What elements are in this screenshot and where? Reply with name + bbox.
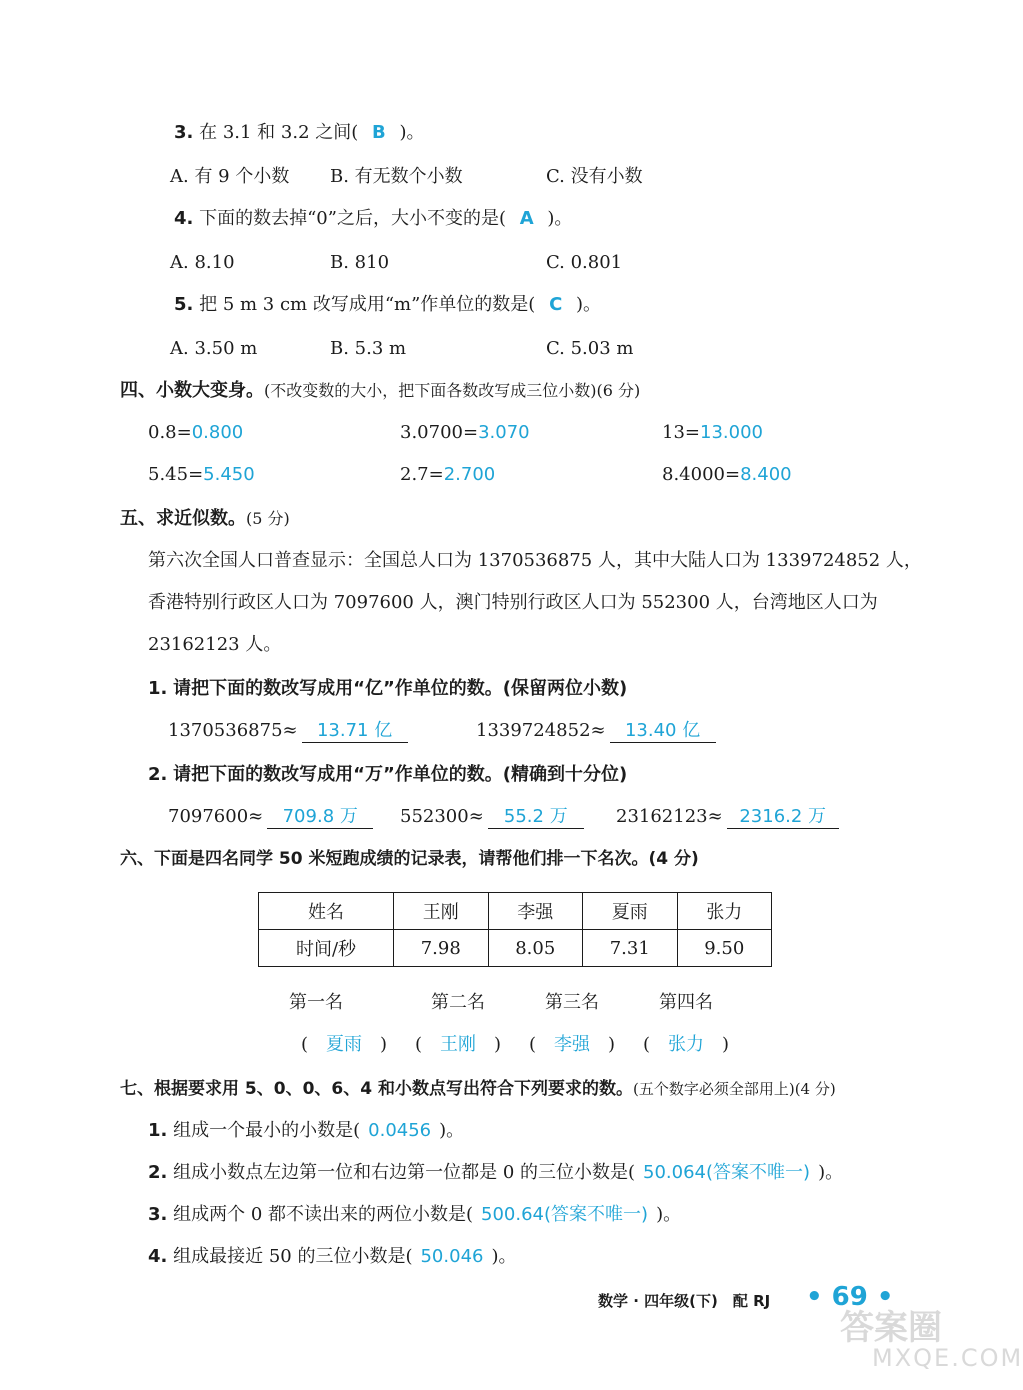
page-number: • 69 • xyxy=(806,1282,894,1312)
q5-option-b: B. 5.3 m xyxy=(330,338,407,359)
footer-label: 数学 · 四年级(下) 配 RJ xyxy=(598,1292,771,1310)
s4-item-2: 3.0700=3.070 xyxy=(400,422,530,443)
question-3: 3. 在 3.1 和 3.2 之间( B )。 xyxy=(174,122,425,143)
table-cell: 7.31 xyxy=(583,930,678,967)
q4-option-b: B. 810 xyxy=(330,252,390,273)
s4-item-3: 13=13.000 xyxy=(662,422,763,443)
s5-q1: 1. 请把下面的数改写成用“亿”作单位的数。(保留两位小数) xyxy=(148,678,628,699)
q4-option-c: C. 0.801 xyxy=(546,252,623,273)
q3-option-b: B. 有无数个小数 xyxy=(330,166,463,187)
s4-item-1: 0.8=0.800 xyxy=(148,422,244,443)
question-5: 5. 把 5 m 3 cm 改写成用“m”作单位的数是( C )。 xyxy=(174,294,602,315)
question-4-answer: A xyxy=(519,208,534,229)
s5-q2-item-1: 7097600≈ 709.8 万 xyxy=(168,804,373,830)
table-header-cell: 王刚 xyxy=(394,893,489,930)
q5-option-a: A. 3.50 m xyxy=(170,338,258,359)
question-5-text: 把 5 m 3 cm 改写成用“m”作单位的数是( xyxy=(199,294,536,315)
table-header-cell: 夏雨 xyxy=(583,893,678,930)
s4-item-6: 8.4000=8.400 xyxy=(662,464,792,485)
s4-item-5: 2.7=2.700 xyxy=(400,464,496,485)
table-cell: 7.98 xyxy=(394,930,489,967)
table-cell: 9.50 xyxy=(677,930,772,967)
table-row xyxy=(259,893,772,930)
rank-answer-1: ( 夏雨 ) xyxy=(300,1034,388,1055)
table-header-cell: 李强 xyxy=(488,893,583,930)
table-header-cell: 张力 xyxy=(677,893,772,930)
question-3-answer: B xyxy=(372,122,386,143)
rank-answer-2: ( 王刚 ) xyxy=(414,1034,502,1055)
rank-answer-3: ( 李强 ) xyxy=(528,1034,616,1055)
section-4-heading: 四、小数大变身。(不改变数的大小，把下面各数改写成三位小数)(6 分) xyxy=(120,380,641,401)
table-header-cell: 姓名 xyxy=(259,893,394,930)
s7-item-3: 3. 组成两个 0 都不读出来的两位小数是( 500.64(答案不唯一) )。 xyxy=(148,1204,682,1225)
s5-paragraph-line-2: 香港特别行政区人口为 7097600 人，澳门特别行政区人口为 552300 人，台湾地区人口为 xyxy=(148,592,878,613)
rank-label-2: 第二名 xyxy=(431,992,485,1013)
q3-option-a: A. 有 9 个小数 xyxy=(170,166,290,187)
s5-q2-item-3: 23162123≈ 2316.2 万 xyxy=(616,804,839,830)
q5-option-c: C. 5.03 m xyxy=(546,338,634,359)
watermark-logo: 答案圈 xyxy=(840,1308,942,1348)
s5-q2-item-2: 552300≈ 55.2 万 xyxy=(400,804,584,830)
s5-q1-item-2: 1339724852≈ 13.40 亿 xyxy=(476,718,716,744)
s7-item-4: 4. 组成最接近 50 的三位小数是( 50.046 )。 xyxy=(148,1246,517,1267)
s5-paragraph-line-1: 第六次全国人口普查显示：全国总人口为 1370536875 人，其中大陆人口为 1339724852 人， xyxy=(148,550,922,571)
question-5-answer: C xyxy=(549,294,563,315)
rank-label-4: 第四名 xyxy=(659,992,713,1013)
question-4-text: 下面的数去掉“0”之后，大小不变的是( xyxy=(199,208,506,229)
watermark-url: MXQE.COM xyxy=(872,1344,1023,1372)
s5-q2: 2. 请把下面的数改写成用“万”作单位的数。(精确到十分位) xyxy=(148,764,628,785)
question-3-text: 在 3.1 和 3.2 之间( xyxy=(199,122,359,143)
section-7-heading: 七、根据要求用 5、0、0、6、4 和小数点写出符合下列要求的数。(五个数字必须全部用上)(4 分) xyxy=(120,1079,836,1099)
q4-option-a: A. 8.10 xyxy=(170,252,235,273)
s5-paragraph-line-3: 23162123 人。 xyxy=(148,634,282,655)
rank-label-3: 第三名 xyxy=(545,992,599,1013)
record-table xyxy=(258,892,772,967)
s5-q1-item-1: 1370536875≈ 13.71 亿 xyxy=(168,718,408,744)
table-row xyxy=(259,930,772,967)
s7-item-1: 1. 组成一个最小的小数是( 0.0456 )。 xyxy=(148,1120,465,1141)
section-6-heading: 六、下面是四名同学 50 米短跑成绩的记录表，请帮他们排一下名次。(4 分) xyxy=(120,849,699,869)
table-cell: 8.05 xyxy=(488,930,583,967)
s7-item-2: 2. 组成小数点左边第一位和右边第一位都是 0 的三位小数是( 50.064(答案不唯一) )。 xyxy=(148,1162,844,1183)
question-4: 4. 下面的数去掉“0”之后，大小不变的是( A )。 xyxy=(174,208,573,229)
section-5-heading: 五、求近似数。(5 分) xyxy=(120,508,290,529)
table-cell: 时间/秒 xyxy=(259,930,394,967)
rank-label-1: 第一名 xyxy=(289,992,343,1013)
rank-answer-4: ( 张力 ) xyxy=(642,1034,730,1055)
s4-item-4: 5.45=5.450 xyxy=(148,464,255,485)
q3-option-c: C. 没有小数 xyxy=(546,166,643,187)
